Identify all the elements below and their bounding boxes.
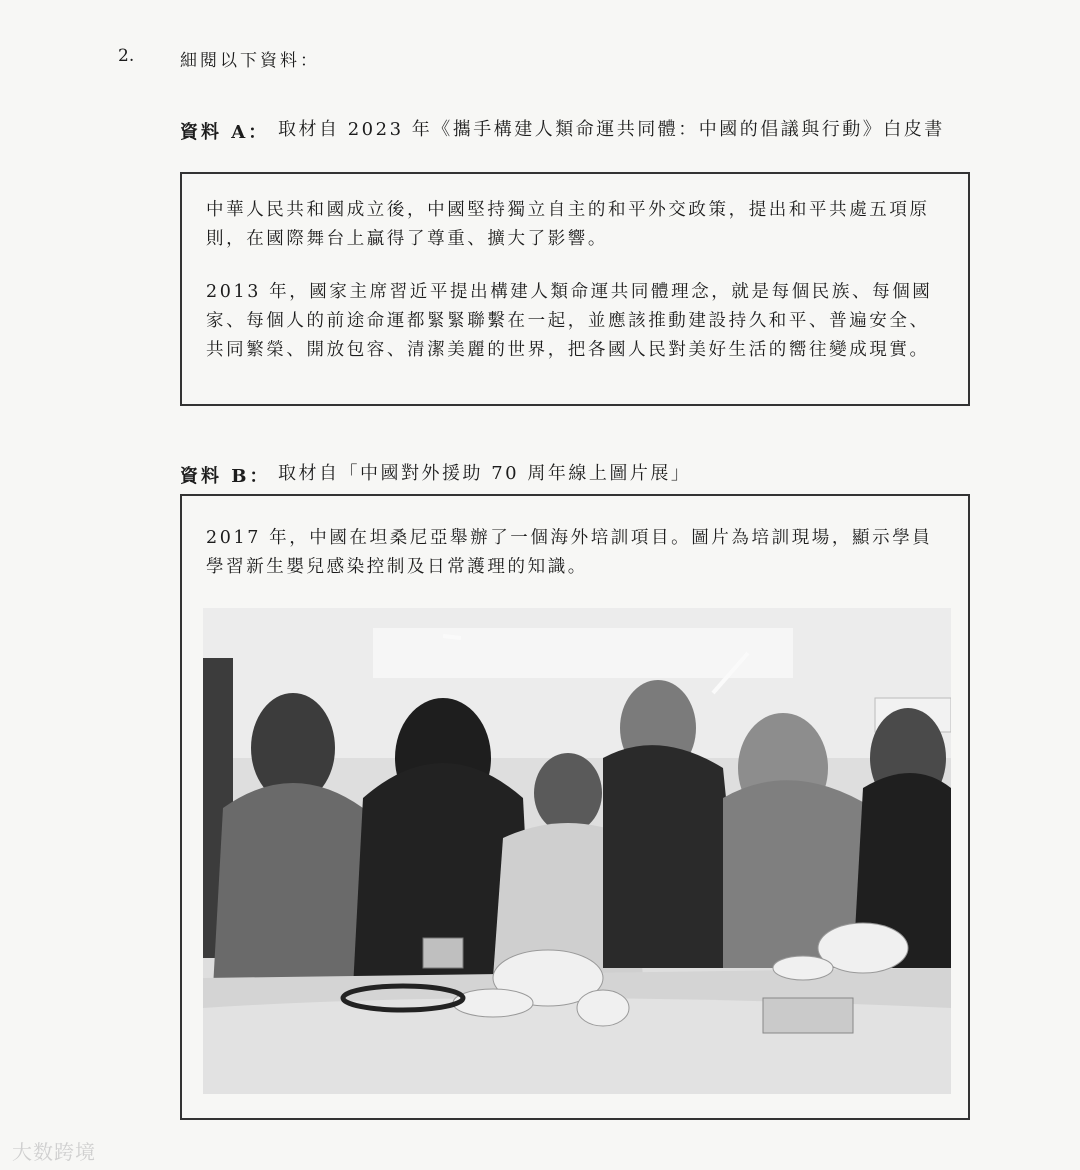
source-b-label: 資料 B： (180, 466, 271, 487)
watermark: 大数跨境 (12, 1140, 96, 1164)
source-a-paragraph-1: 中華人民共和國成立後，中國堅持獨立自主的和平外交政策，提出和平共處五項原則，在國際舞台上贏得了尊重、擴大了影響。 (206, 200, 930, 249)
question-instruction: 細閱以下資料： (180, 51, 320, 71)
source-a-title: 取材自 2023 年《攜手構建人類命運共同體：中國的倡議與行動》白皮書 (278, 119, 945, 140)
source-b-title: 取材自「中國對外援助 70 周年線上圖片展」 (278, 463, 692, 484)
source-a-box (180, 172, 970, 406)
training-photo (203, 608, 951, 1094)
source-a-paragraph-2: 2013 年，國家主席習近平提出構建人類命運共同體理念，就是每個民族、每個國家、每個人的前途命運都緊緊聯繫在一起，並應該推動建設持久和平、普遍安全、共同繁榮、開放包容、清潔美麗的世界，把各國人民對美好生活的嚮往變成現實。 (206, 282, 933, 360)
question-number: 2. (118, 46, 135, 66)
source-a-label: 資料 A： (180, 122, 270, 143)
source-b-box (180, 494, 970, 1120)
source-b-paragraph: 2017 年，中國在坦桑尼亞舉辦了一個海外培訓項目。圖片為培訓現場，顯示學員學習新生嬰兒感染控制及日常護理的知識。 (206, 528, 933, 577)
training-photo-illustration (203, 608, 951, 1094)
